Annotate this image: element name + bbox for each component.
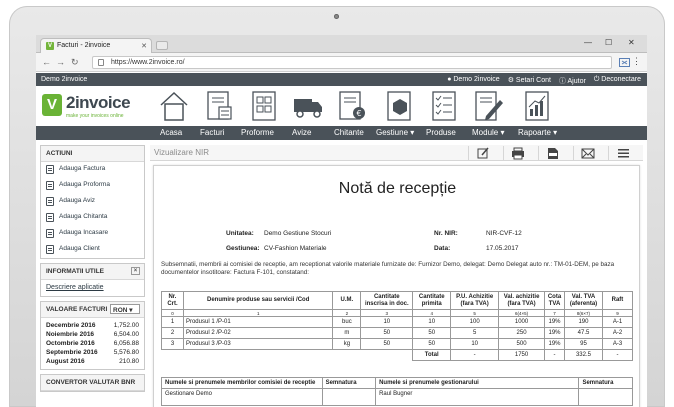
print-button[interactable] xyxy=(503,146,531,160)
email-icon xyxy=(574,146,602,160)
top-link-account[interactable]: ● Demo 2invoice xyxy=(447,76,500,83)
top-link-help[interactable]: ⓘ Ajutor xyxy=(558,78,586,85)
list-item: Decembrie 2016 1,752.00 xyxy=(46,322,139,329)
tab-close-icon[interactable]: ✕ xyxy=(141,43,147,50)
cast-icon[interactable] xyxy=(619,58,630,67)
column-number-row: 0 1 2 3 4 5 6(4×5) 7 8(6×7) 9 xyxy=(162,310,633,317)
app-logo[interactable] xyxy=(42,94,142,122)
top-links xyxy=(447,76,641,86)
reload-icon[interactable]: ↻ xyxy=(71,57,79,67)
invoice-values-list xyxy=(41,318,144,369)
action-add-proforma[interactable]: Adauga Proforma xyxy=(41,178,144,194)
document-icon xyxy=(46,213,54,222)
action-add-client[interactable]: Adauga Client xyxy=(41,242,144,258)
pdf-icon xyxy=(539,146,567,160)
main-nav xyxy=(36,126,647,140)
nir-document xyxy=(153,165,640,407)
app-description-link[interactable]: Descriere aplicatie xyxy=(46,284,104,291)
logo-tagline: make your invoices online xyxy=(66,113,124,119)
reception-statement: Subsemnatii, membrii ai comisiei de receptie, am receptionat valorile materiale furnizate de: Furnizor Demo, delegat: Demo Delegat auto nr.: TM-01-DEM, pe baza documentelor insotitoare: Factura F-101, constatand: xyxy=(161,261,615,276)
home-icon[interactable] xyxy=(158,89,190,123)
signature-value xyxy=(322,389,376,406)
col-cota-tva: Cota TVA xyxy=(545,292,565,310)
browser-tab-bar xyxy=(36,35,647,53)
close-icon[interactable]: × xyxy=(131,267,140,275)
signatures-table xyxy=(161,377,633,406)
nav-facturi[interactable]: Facturi xyxy=(200,128,225,137)
commission-header: Numele si prenumele membrilor comisiei de receptie xyxy=(162,378,323,389)
unit-value: Demo Gestiune Stocuri xyxy=(264,230,332,237)
camera-icon xyxy=(334,14,339,19)
col-val-achizitie: Val. achizitie (fara TVA) xyxy=(499,292,545,310)
col-cant-doc: Cantitate inscrisa in doc. xyxy=(361,292,413,310)
info-title: INFORMATII UTILE × xyxy=(41,264,144,280)
nir-number-value: NIR-CVF-12 xyxy=(486,230,522,237)
items-table xyxy=(161,291,633,361)
actions-panel xyxy=(40,145,145,259)
address-bar xyxy=(36,53,647,72)
menu-button[interactable] xyxy=(608,146,636,160)
screen xyxy=(36,35,647,407)
page-title: Vizualizare NIR xyxy=(154,148,209,157)
nir-number-label: Nr. NIR: xyxy=(434,230,458,237)
table-row: 1 Produsul 1 /P-01 buc 10 10 100 1000 19% 190 A-1 xyxy=(162,317,633,328)
browser-tab[interactable] xyxy=(40,38,152,53)
edit-document-icon[interactable] xyxy=(472,89,504,123)
forward-icon[interactable]: → xyxy=(56,57,65,67)
main-content xyxy=(150,145,643,407)
nav-avize[interactable]: Avize xyxy=(292,128,312,137)
favicon-icon: V xyxy=(47,43,52,49)
url-field[interactable] xyxy=(92,56,612,69)
back-icon[interactable]: ← xyxy=(42,57,51,67)
close-window-icon[interactable]: ✕ xyxy=(628,38,635,47)
document-title: Notă de recepție xyxy=(338,180,457,197)
action-add-invoice[interactable]: Adauga Factura xyxy=(41,162,144,178)
truck-icon[interactable] xyxy=(292,89,324,123)
tab-title: Facturi - 2invoice xyxy=(57,42,111,49)
nav-acasa[interactable]: Acasa xyxy=(160,128,183,137)
minimize-icon[interactable]: — xyxy=(584,38,592,47)
logo-name: 2invoice xyxy=(66,93,131,112)
info-panel xyxy=(40,263,145,297)
url-text: https://www.2invoice.ro/ xyxy=(111,59,185,66)
col-val-tva: Val. TVA (aferenta) xyxy=(565,292,603,310)
print-icon xyxy=(504,146,532,160)
currency-converter-panel xyxy=(40,374,145,392)
svg-text:€: € xyxy=(356,109,362,118)
currency-select[interactable]: RON ▾ xyxy=(110,304,140,314)
action-add-payment[interactable]: Adauga Incasare xyxy=(41,226,144,242)
nav-proforme[interactable]: Proforme xyxy=(241,128,274,137)
date-label: Data: xyxy=(434,245,451,252)
top-link-settings[interactable]: ⚙ Setari Cont xyxy=(507,77,551,84)
col-pu: P.U. Achizitie (fara TVA) xyxy=(451,292,499,310)
table-row: 3 Produsul 3 /P-03 kg 50 50 10 500 19% 95 A-3 xyxy=(162,339,633,350)
nav-module[interactable]: Module ▾ xyxy=(472,128,505,137)
receipt-icon[interactable] xyxy=(336,89,368,123)
list-item: Octombrie 2016 6,056.88 xyxy=(46,340,139,347)
top-link-logout[interactable]: ⏻ Deconectare xyxy=(593,76,641,83)
document-icon xyxy=(46,197,54,206)
document-icon xyxy=(46,245,54,254)
logo-mark: V xyxy=(42,94,62,116)
signature-header: Semnatura xyxy=(322,378,376,389)
management-label: Gestiunea: xyxy=(226,245,260,252)
document-icon xyxy=(46,165,54,174)
account-brand: Demo 2invoice xyxy=(41,76,88,83)
document-icon xyxy=(46,181,54,190)
table-row: 2 Produsul 2 /P-02 m 50 50 5 250 19% 47.5 A-2 xyxy=(162,328,633,339)
col-um: U.M. xyxy=(333,292,361,310)
proforma-icon[interactable] xyxy=(248,89,280,123)
content-header xyxy=(150,145,643,161)
maximize-icon[interactable]: ☐ xyxy=(605,38,613,47)
nav-produse[interactable]: Produse xyxy=(426,128,456,137)
date-value: 17.05.2017 xyxy=(486,245,519,252)
total-row: Total - 1750 - 332.5 - xyxy=(162,350,633,361)
list-item: Septembrie 2016 5,576.80 xyxy=(46,349,139,356)
email-button[interactable] xyxy=(573,146,601,160)
col-cant-primita: Cantitate primita xyxy=(413,292,451,310)
signature-header: Semnatura xyxy=(579,378,633,389)
nav-gestiune[interactable]: Gestiune ▾ xyxy=(376,128,415,137)
list-item: Noiembrie 2016 6,504.00 xyxy=(46,331,139,338)
signature-value xyxy=(579,389,633,406)
new-tab-button[interactable] xyxy=(156,41,168,50)
edit-icon xyxy=(469,146,497,160)
manager-value: Raul Bugner xyxy=(376,389,579,406)
app-top-strip xyxy=(36,73,647,86)
invoice-values-title: VALOARE FACTURI RON ▾ xyxy=(41,302,144,318)
action-add-aviz[interactable]: Adauga Aviz xyxy=(41,194,144,210)
col-nr: Nr. Crt. xyxy=(162,292,184,310)
report-chart-icon[interactable] xyxy=(522,89,554,123)
col-raft: Raft xyxy=(602,292,632,310)
edit-button[interactable] xyxy=(468,146,496,160)
list-item: August 2016 210.80 xyxy=(46,358,139,365)
laptop-bezel xyxy=(9,6,665,407)
sidebar xyxy=(40,145,145,407)
document-icon xyxy=(46,229,54,238)
app-header xyxy=(36,86,647,126)
lock-icon xyxy=(98,59,104,66)
stock-box-icon[interactable] xyxy=(384,89,416,123)
checklist-icon[interactable] xyxy=(428,89,460,123)
management-value: CV-Fashion Materiale xyxy=(264,245,327,252)
commission-value: Gestionare Demo xyxy=(162,389,323,406)
nav-chitante[interactable]: Chitante xyxy=(334,128,364,137)
invoice-icon[interactable] xyxy=(203,89,235,123)
converter-title: CONVERTOR VALUTAR BNR xyxy=(41,375,144,391)
actions-title: ACTIUNI xyxy=(41,146,144,162)
action-add-receipt[interactable]: Adauga Chitanta xyxy=(41,210,144,226)
table-header-row xyxy=(162,378,633,389)
col-denumire: Denumire produse sau servicii /Cod xyxy=(183,292,332,310)
nav-rapoarte[interactable]: Rapoarte ▾ xyxy=(518,128,558,137)
unit-label: Unitatea: xyxy=(226,230,254,237)
browser-menu-icon[interactable]: ⋮ xyxy=(632,56,641,66)
pdf-button[interactable] xyxy=(538,146,566,160)
invoice-values-panel xyxy=(40,301,145,370)
hamburger-icon xyxy=(609,146,637,160)
table-header-row xyxy=(162,292,633,310)
table-row xyxy=(162,389,633,406)
manager-header: Numele si prenumele gestionarului xyxy=(376,378,579,389)
